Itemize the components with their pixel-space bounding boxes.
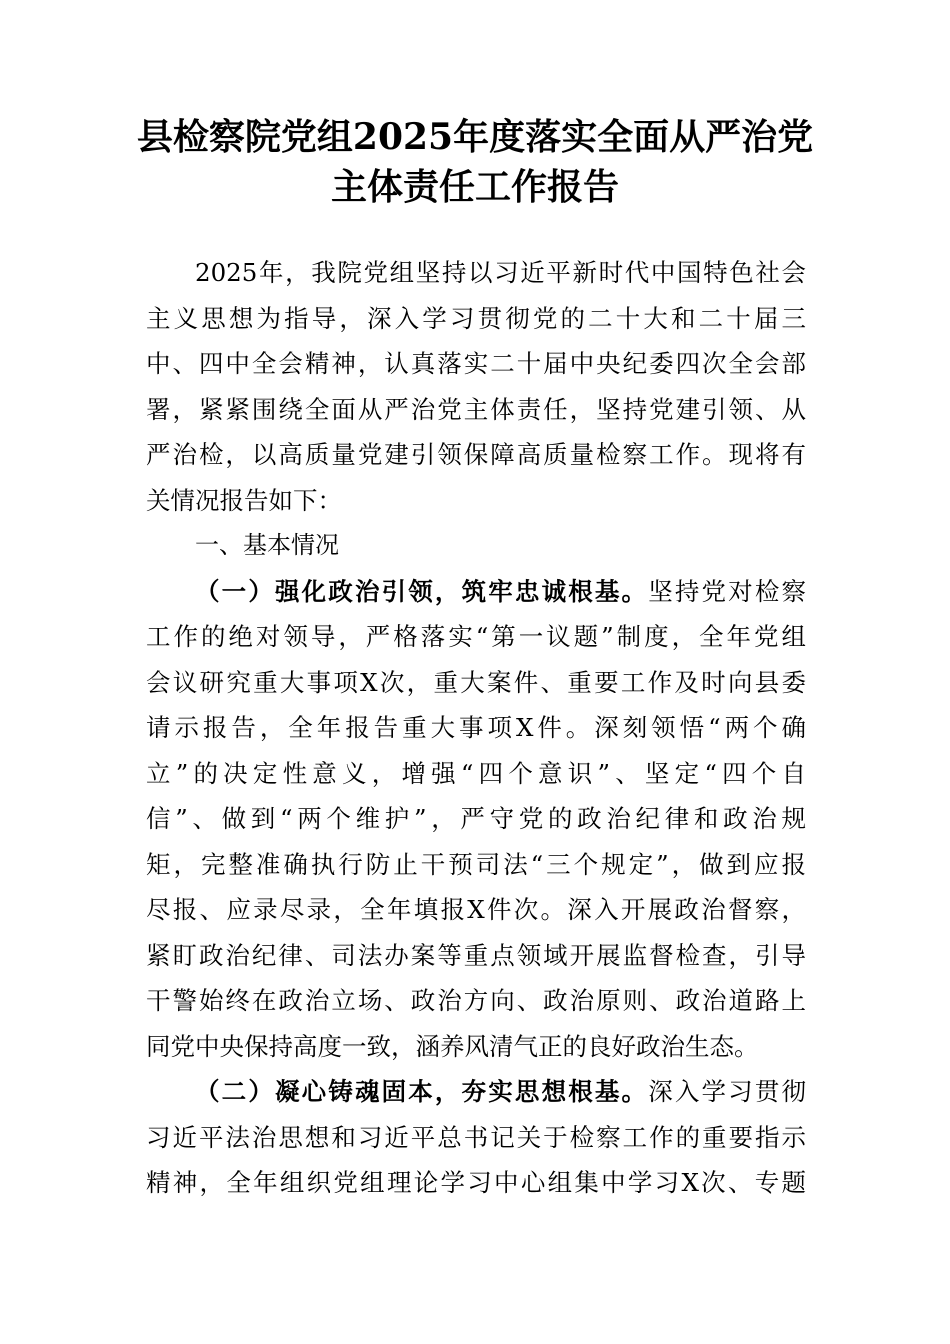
text-line: 习近平法治思想和习近平总书记关于检察工作的重要指示 xyxy=(146,1122,806,1152)
subsection-first-line xyxy=(146,569,806,615)
text-line: 署，紧紧围绕全面从严治党主体责任，坚持党建引领、从 xyxy=(146,394,806,424)
subsection-1-paragraph xyxy=(146,569,806,1070)
text-line: 同党中央保持高度一致，涵养风清气正的良好政治生态。 xyxy=(146,1031,759,1061)
subsection-2-paragraph xyxy=(146,1069,806,1206)
title-line-1: 县检察院党组2025年度落实全面从严治党 xyxy=(136,116,814,158)
subsection-1-first-rest: 坚持党对检察 xyxy=(648,576,806,606)
section-heading: 一、基本情况 xyxy=(195,531,339,559)
title-line-2: 主体责任工作报告 xyxy=(330,166,619,208)
text-line: 立”的决定性意义，增强“四个意识”、坚定“四个自 xyxy=(146,758,806,788)
document-title xyxy=(100,112,850,212)
text-line: 2025年，我院党组坚持以习近平新时代中国特色社会 xyxy=(195,258,806,287)
text-line: 会议研究重大事项X次，重大案件、重要工作及时向县委 xyxy=(146,667,806,697)
text-line: 中、四中全会精神，认真落实二十届中央纪委四次全会部 xyxy=(146,349,806,378)
intro-paragraph xyxy=(146,250,806,523)
subsection-2-lead: （二）凝心铸魂固本，夯实思想根基。 xyxy=(195,1077,649,1106)
subsection-2-first-rest: 深入学习贯彻 xyxy=(648,1077,806,1106)
text-line: 信”、做到“两个维护”，严守党的政治纪律和政治规 xyxy=(146,804,806,833)
document-body xyxy=(146,250,806,1206)
text-line: 严治检，以高质量党建引领保障高质量检察工作。现将有 xyxy=(146,440,806,469)
text-line: 工作的绝对领导，严格落实“第一议题”制度，全年党组 xyxy=(146,622,806,651)
text-line: 请示报告，全年报告重大事项X件。深刻领悟“两个确 xyxy=(146,713,806,742)
text-line: 尽报、应录尽录，全年填报X件次。深入开展政治督察， xyxy=(146,895,806,924)
text-line: 关情况报告如下： xyxy=(146,485,342,515)
text-line: 矩，完整准确执行防止干预司法“三个规定”，做到应报 xyxy=(146,849,806,879)
text-line: 紧盯政治纪律、司法办案等重点领域开展监督检查，引导 xyxy=(146,940,806,970)
subsection-first-line xyxy=(146,1069,806,1115)
text-line: 精神，全年组织党组理论学习中心组集中学习X次、专题 xyxy=(146,1168,806,1197)
text-line: 干警始终在政治立场、政治方向、政治原则、政治道路上 xyxy=(146,986,806,1015)
text-line: 主义思想为指导，深入学习贯彻党的二十大和二十届三 xyxy=(146,303,806,333)
subsection-1-lead: （一）强化政治引领，筑牢忠诚根基。 xyxy=(195,576,649,606)
